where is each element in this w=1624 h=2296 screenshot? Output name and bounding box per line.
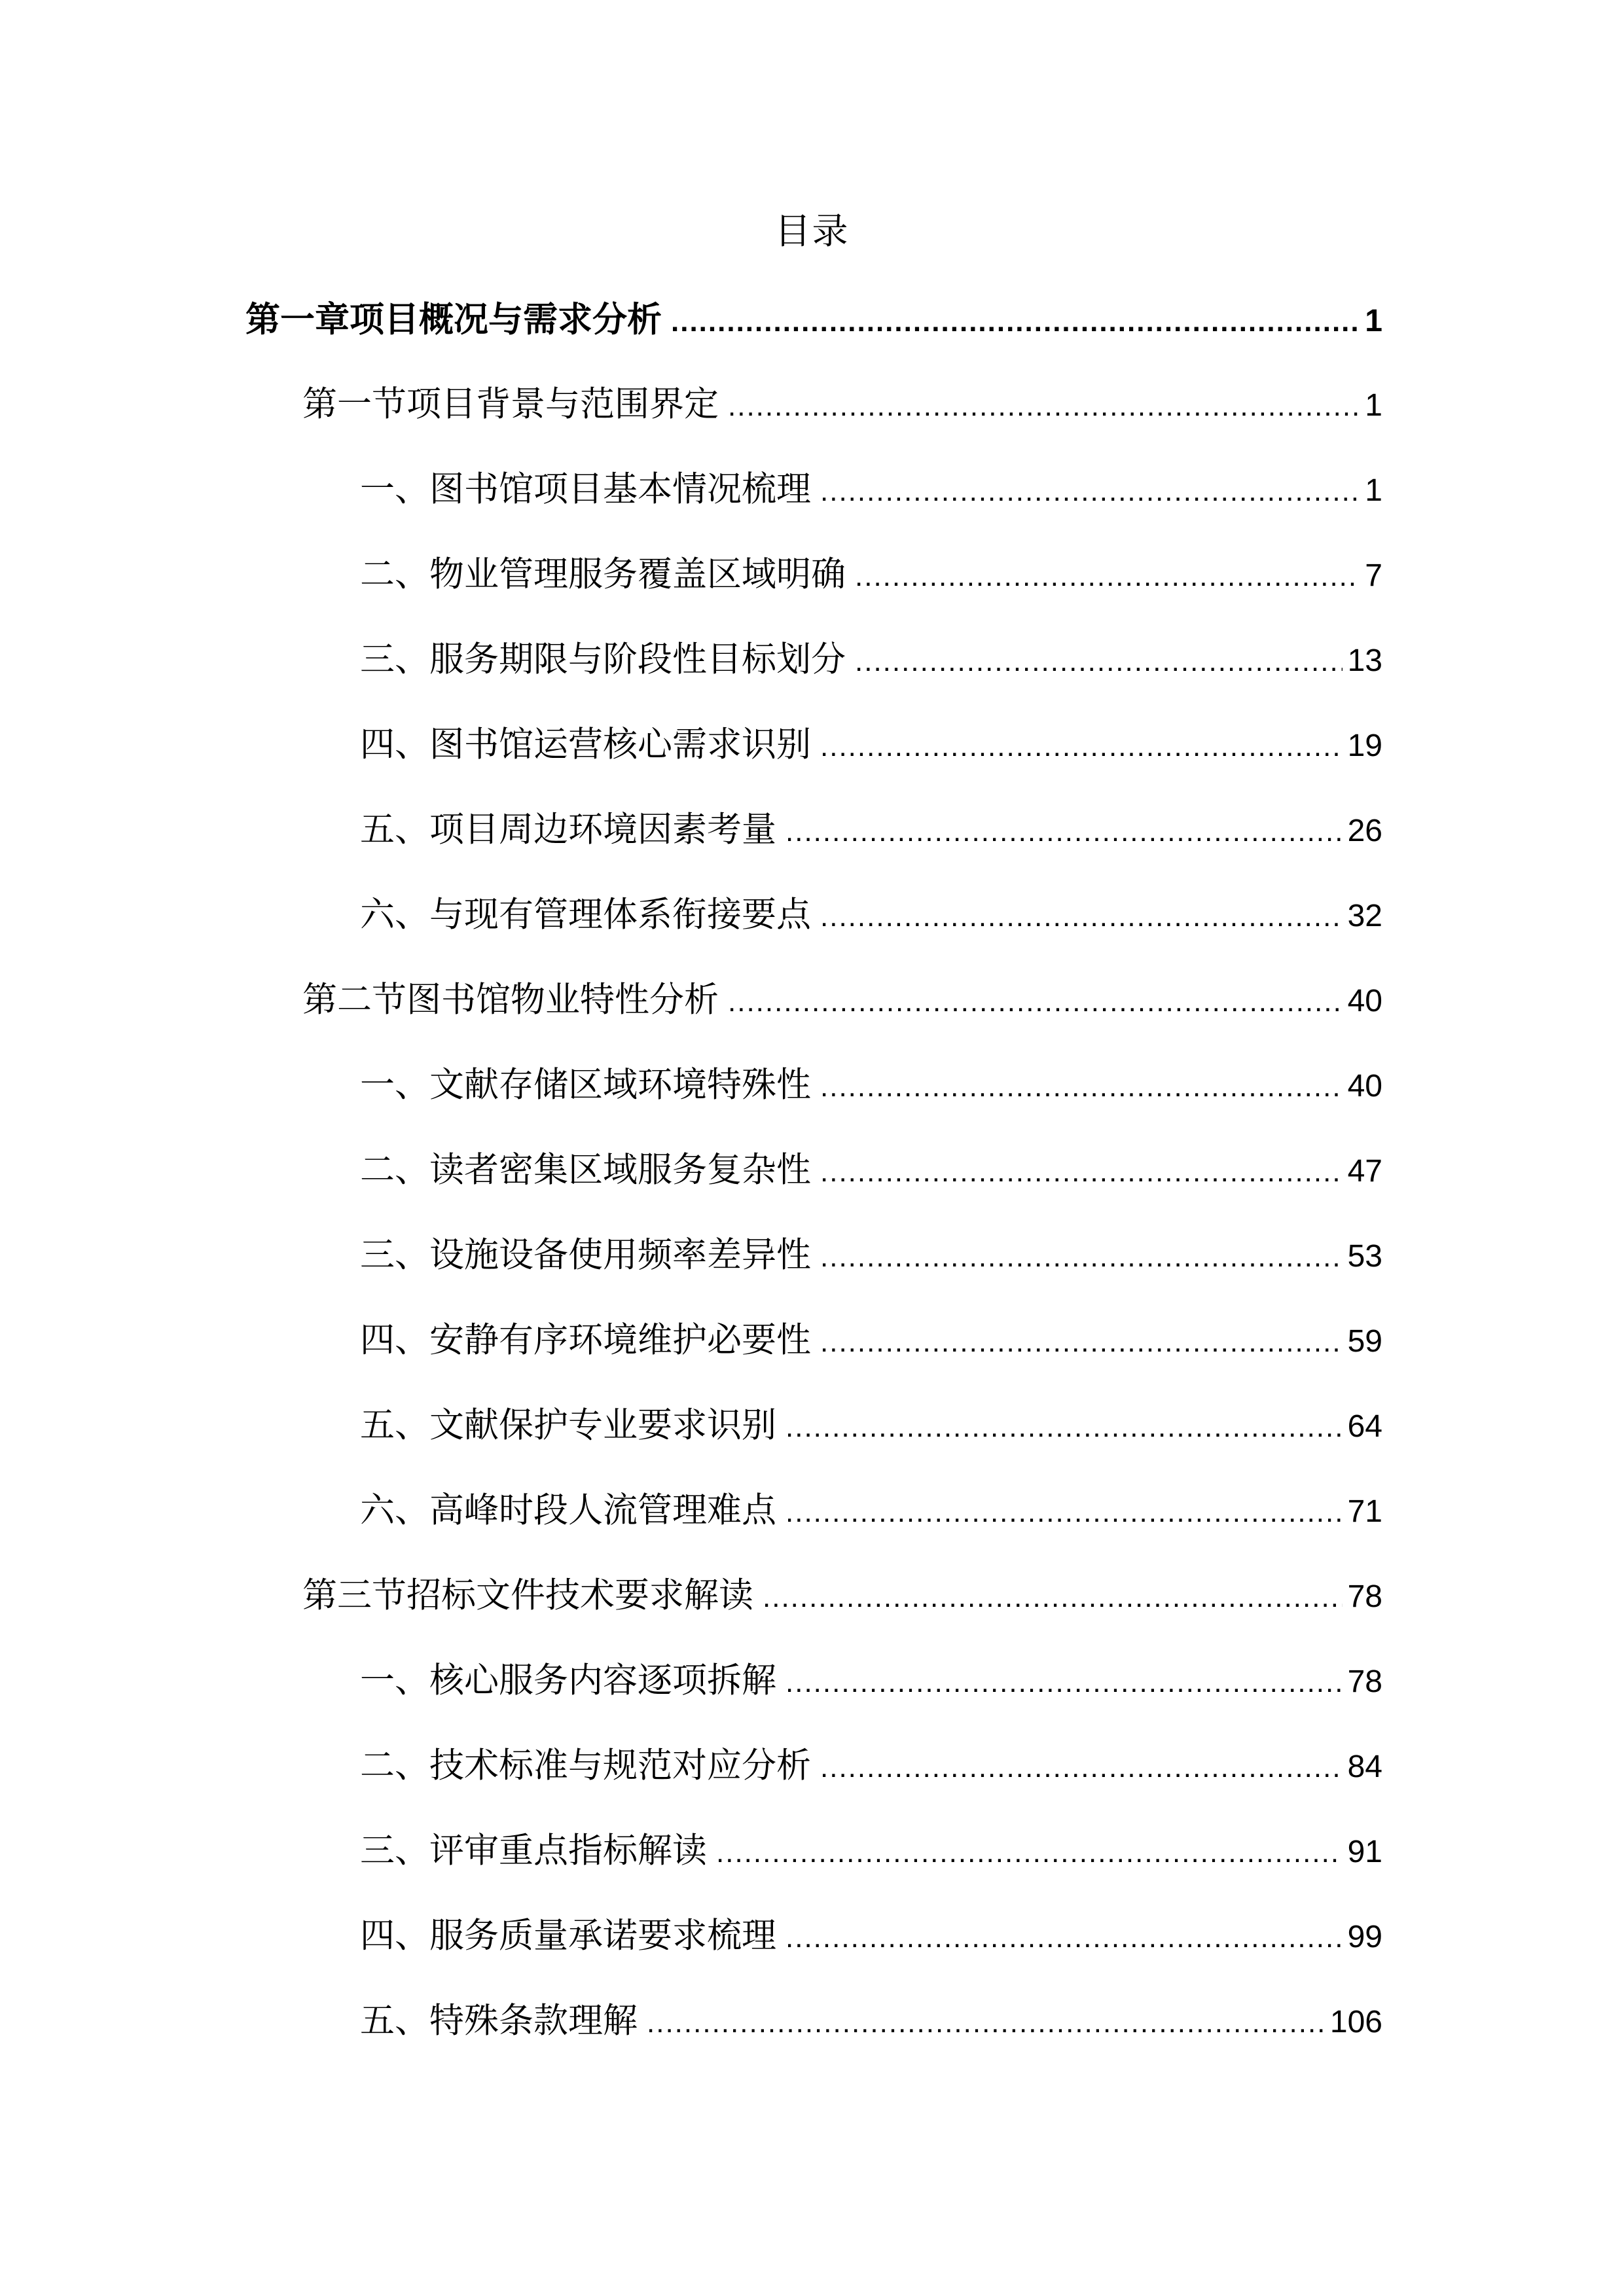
- toc-page-number: 47: [1347, 1154, 1382, 1189]
- toc-entry-title: 第二节图书馆物业特性分析: [302, 980, 719, 1020]
- toc-entry[interactable]: [245, 293, 1382, 346]
- toc-entry[interactable]: [360, 1740, 1382, 1792]
- dot-leader: [728, 976, 1343, 1028]
- dot-leader: [820, 1061, 1343, 1113]
- toc-entry-title: 四、服务质量承诺要求梳理: [360, 1916, 776, 1956]
- toc-entry-title: 一、图书馆项目基本情况梳理: [360, 469, 811, 509]
- toc-entry-title: 六、与现有管理体系衔接要点: [360, 895, 811, 935]
- dot-leader: [716, 1827, 1343, 1879]
- toc-page-number: 1: [1365, 388, 1382, 423]
- dot-leader: [820, 1231, 1343, 1283]
- toc-entry[interactable]: [302, 974, 1382, 1026]
- toc-entry-title: 三、服务期限与阶段性目标划分: [360, 639, 846, 679]
- toc-entry[interactable]: [360, 1144, 1382, 1196]
- toc-entry[interactable]: [360, 1314, 1382, 1367]
- toc-entry-title: 三、评审重点指标解读: [360, 1831, 707, 1871]
- toc-page-number: 1: [1365, 473, 1382, 508]
- toc-entry[interactable]: [302, 378, 1382, 431]
- toc-entry-title: 四、安静有序环境维护必要性: [360, 1320, 811, 1360]
- dot-leader: [647, 1997, 1325, 2049]
- toc-page-number: 59: [1347, 1324, 1382, 1359]
- toc-entry[interactable]: [360, 889, 1382, 941]
- toc-entry-title: 六、高峰时段人流管理难点: [360, 1490, 776, 1530]
- dot-leader: [820, 721, 1343, 773]
- toc-page-number: 71: [1347, 1494, 1382, 1529]
- toc-page-number: 19: [1347, 728, 1382, 763]
- toc-entry[interactable]: [360, 1484, 1382, 1537]
- toc-entry[interactable]: [302, 1570, 1382, 1622]
- dot-leader: [785, 1401, 1343, 1454]
- dot-leader: [820, 465, 1360, 518]
- toc-entry[interactable]: [360, 1399, 1382, 1452]
- dot-leader: [855, 550, 1360, 603]
- toc-page-number: 91: [1347, 1835, 1382, 1869]
- toc-page-number: 84: [1347, 1749, 1382, 1784]
- toc-page-number: 7: [1365, 558, 1382, 593]
- toc-entry-title: 五、项目周边环境因素考量: [360, 810, 776, 850]
- dot-leader: [855, 636, 1343, 688]
- toc-entry-title: 第一章项目概况与需求分析: [245, 299, 662, 340]
- dot-leader: [785, 1657, 1343, 1709]
- toc-page-number: 78: [1347, 1664, 1382, 1699]
- dot-leader: [728, 380, 1360, 433]
- toc-entry-title: 一、文献存储区域环境特殊性: [360, 1065, 811, 1105]
- toc-entry[interactable]: [360, 634, 1382, 686]
- toc-entry-title: 一、核心服务内容逐项拆解: [360, 1660, 776, 1700]
- dot-leader: [785, 1912, 1343, 1964]
- toc-entry-title: 第一节项目背景与范围界定: [302, 384, 719, 424]
- toc-entry[interactable]: [360, 804, 1382, 856]
- dot-leader: [671, 296, 1360, 348]
- toc-page-number: 106: [1329, 2005, 1382, 2039]
- toc-page-number: 32: [1347, 899, 1382, 933]
- toc-entry-title: 三、设施设备使用频率差异性: [360, 1235, 811, 1275]
- toc-entry-title: 五、文献保护专业要求识别: [360, 1405, 776, 1445]
- toc-title: 目录: [774, 210, 850, 252]
- toc-entry-title: 二、物业管理服务覆盖区域明确: [360, 554, 846, 594]
- dot-leader: [820, 891, 1343, 943]
- toc-entry-title: 五、特殊条款理解: [360, 2001, 638, 2041]
- toc-entry[interactable]: [360, 1059, 1382, 1111]
- toc-page-number: 99: [1347, 1920, 1382, 1954]
- toc-page-number: 40: [1347, 1069, 1382, 1103]
- toc-page-number: 78: [1347, 1579, 1382, 1614]
- dot-leader: [763, 1571, 1343, 1624]
- toc-entry[interactable]: [360, 463, 1382, 516]
- toc-entry[interactable]: [360, 719, 1382, 771]
- dot-leader: [785, 806, 1343, 858]
- toc-entry-title: 二、读者密集区域服务复杂性: [360, 1150, 811, 1190]
- toc-entry[interactable]: [360, 1655, 1382, 1707]
- toc-entry[interactable]: [360, 1229, 1382, 1282]
- dot-leader: [820, 1742, 1343, 1794]
- toc-entry[interactable]: [360, 548, 1382, 601]
- toc-entry-title: 二、技术标准与规范对应分析: [360, 1746, 811, 1785]
- toc-page-number: 40: [1347, 984, 1382, 1018]
- toc-page-number: 64: [1347, 1409, 1382, 1444]
- dot-leader: [785, 1486, 1343, 1539]
- toc-page-number: 13: [1347, 643, 1382, 678]
- toc-entry[interactable]: [360, 1825, 1382, 1877]
- toc-page-number: 1: [1365, 304, 1382, 338]
- toc-entry[interactable]: [360, 1995, 1382, 2047]
- toc-page-number: 53: [1347, 1239, 1382, 1274]
- toc-entry-title: 第三节招标文件技术要求解读: [302, 1575, 753, 1615]
- toc-entry-title: 四、图书馆运营核心需求识别: [360, 725, 811, 764]
- toc-page-number: 26: [1347, 814, 1382, 848]
- dot-leader: [820, 1146, 1343, 1198]
- toc-entry[interactable]: [360, 1910, 1382, 1962]
- dot-leader: [820, 1316, 1343, 1369]
